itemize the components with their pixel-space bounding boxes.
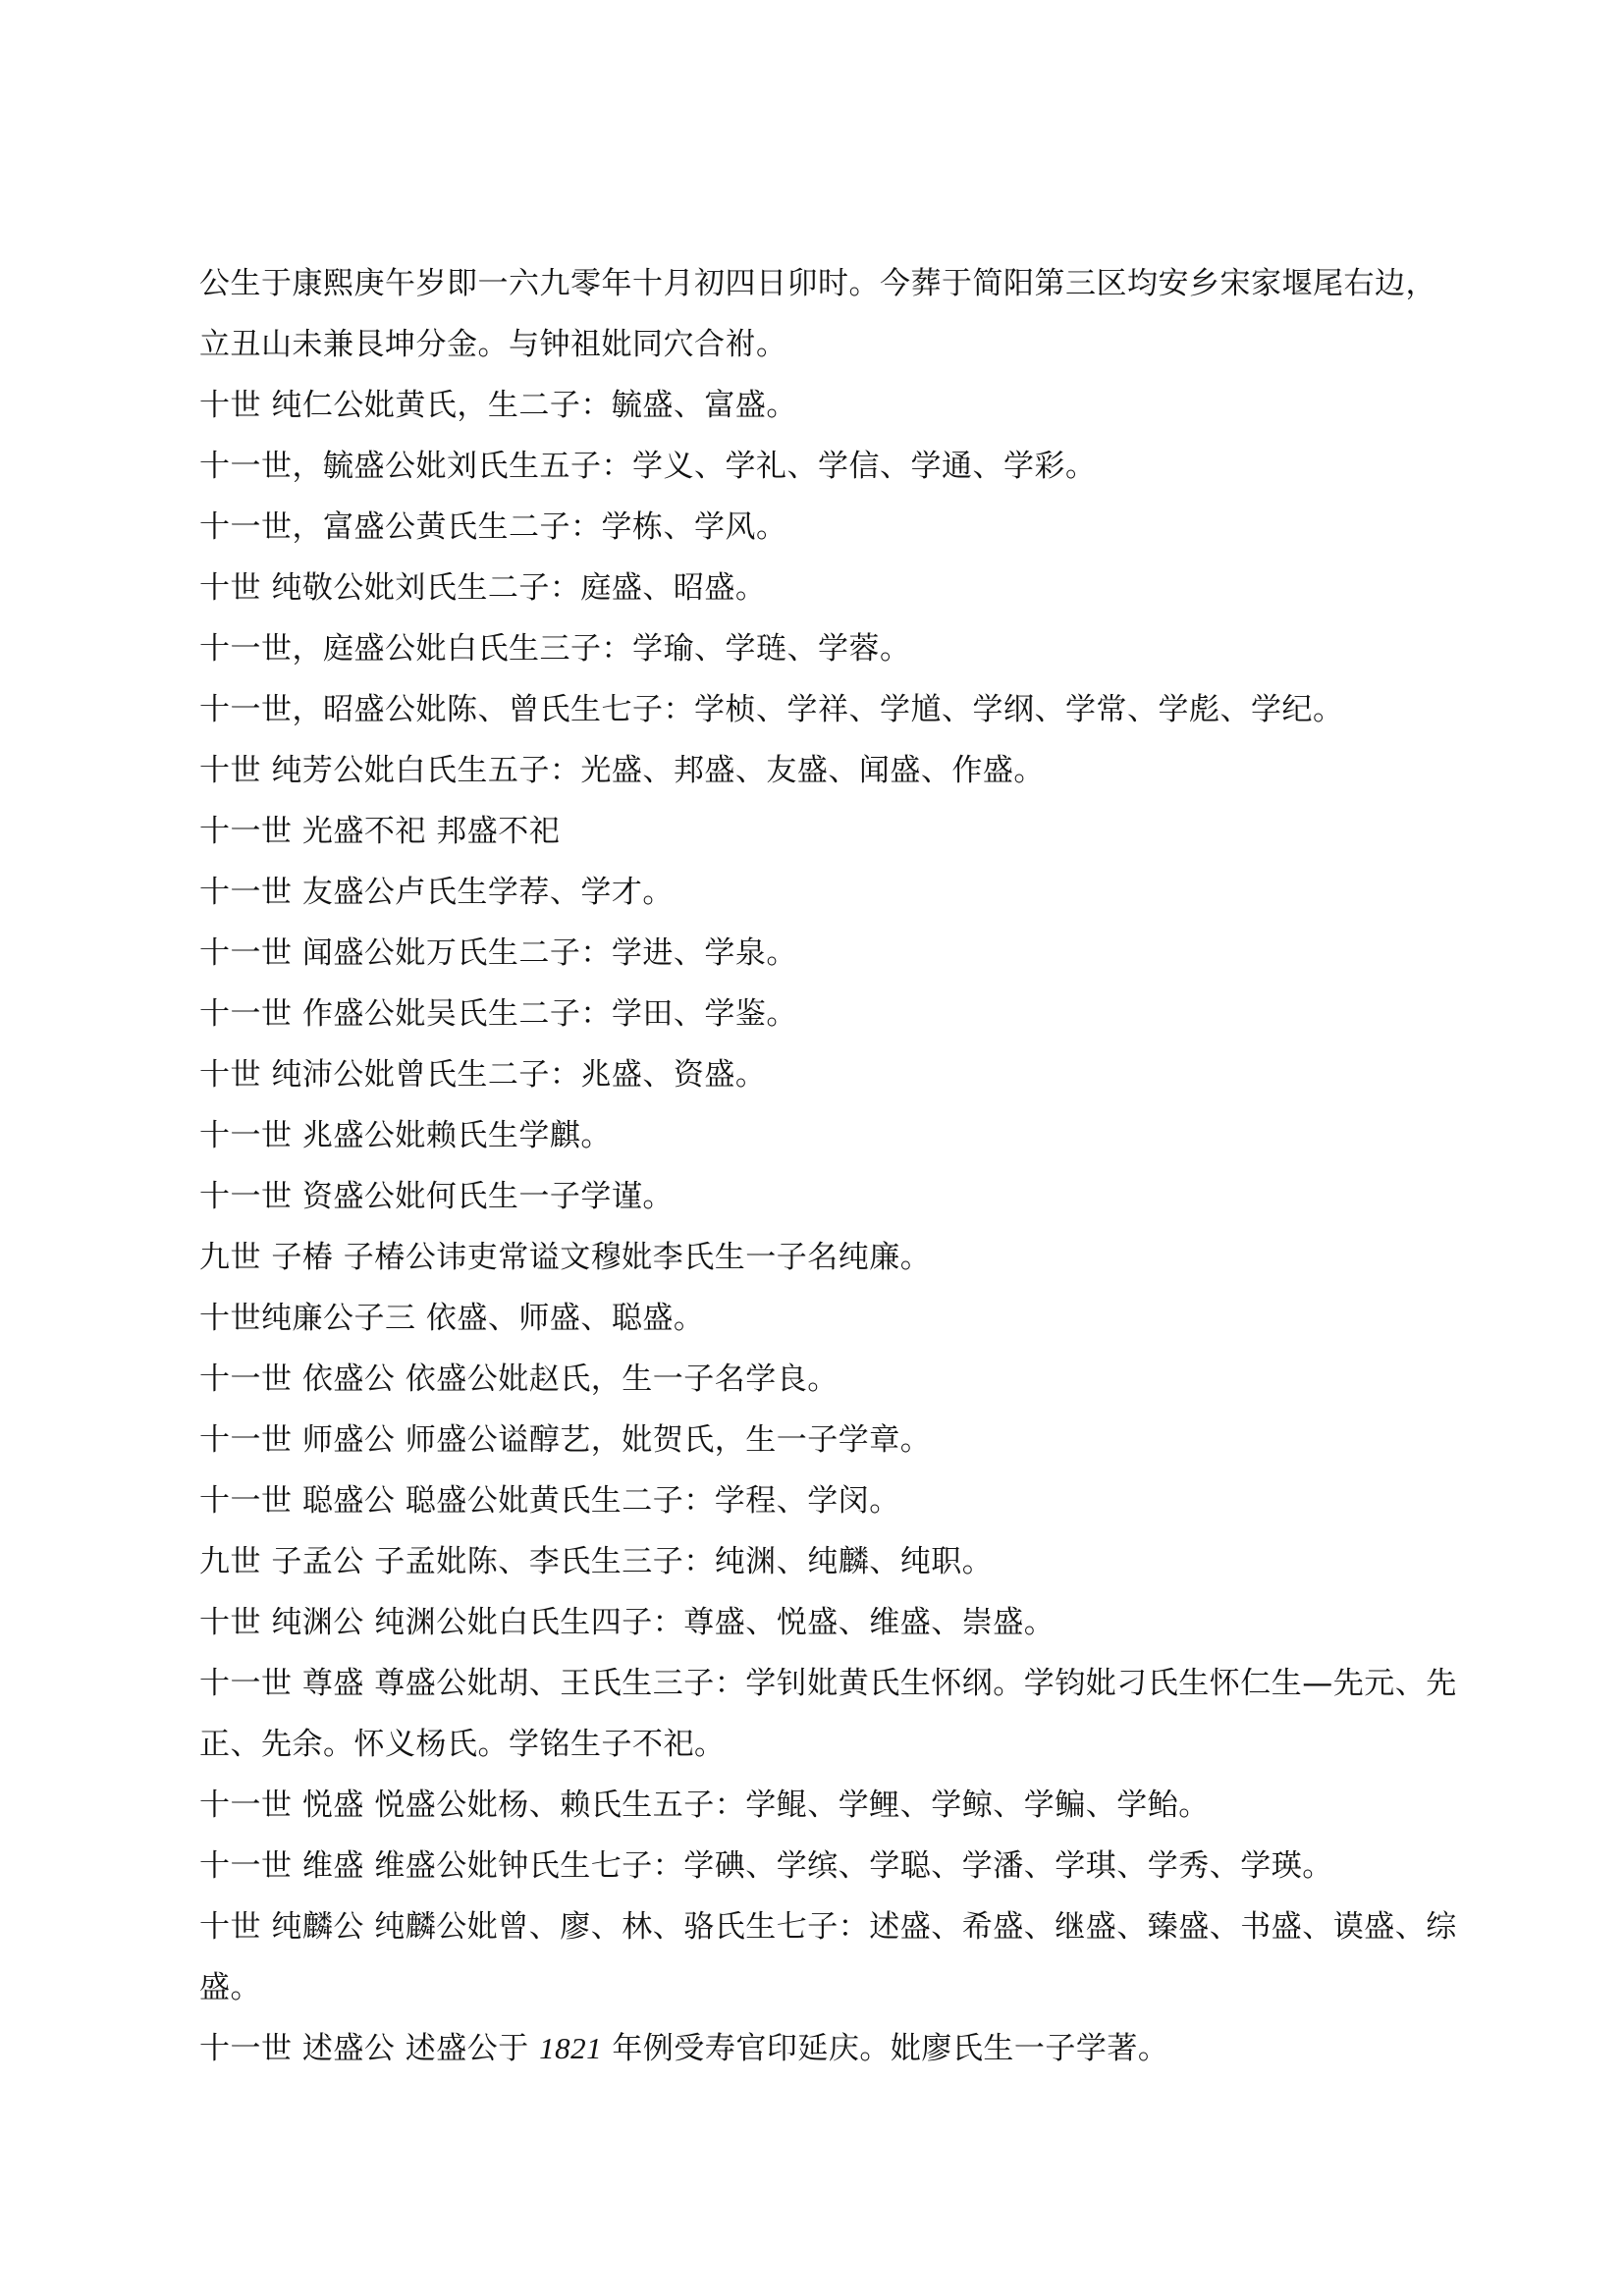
text-line: 十世 纯渊公 纯渊公妣白氏生四子：尊盛、悦盛、维盛、崇盛。 <box>199 1605 1056 1640</box>
text-line: 十一世 维盛 维盛公妣钟氏生七子：学碘、学缤、学聪、学潘、学琪、学秀、学瑛。 <box>199 1848 1333 1884</box>
year-number: 1821 <box>539 2031 603 2065</box>
text-line: 公生于康熙庚午岁即一六九零年十月初四日卯时。今葬于简阳第三区均安乡宋家堰尾右边，立丑山未兼艮坤分金。与钟祖妣同穴合祔。 <box>199 266 1436 362</box>
text-line: 十一世 悦盛 悦盛公妣杨、赖氏生五子：学鲲、学鲤、学鲸、学鳊、学鲐。 <box>199 1788 1210 1823</box>
genealogy-text-body <box>199 253 1466 2079</box>
text-line: 十一世 聪盛公 聪盛公妣黄氏生二子：学程、学闵。 <box>199 1483 900 1519</box>
text-line: 十世 纯芳公妣白氏生五子：光盛、邦盛、友盛、闻盛、作盛。 <box>199 753 1045 788</box>
text-line: 十一世，富盛公黄氏生二子：学栋、学风。 <box>199 509 787 545</box>
text-line: 十一世 兆盛公妣赖氏生学麒。 <box>199 1118 612 1153</box>
text-line: 十一世 资盛公妣何氏生一子学谨。 <box>199 1179 674 1214</box>
text-segment: 十一世 述盛公 述盛公于 <box>199 2031 540 2066</box>
text-line: 十世 纯麟公 纯麟公妣曾、廖、林、骆氏生七子：述盛、希盛、继盛、臻盛、书盛、谟盛、综 盛。 <box>199 1909 1457 2005</box>
text-line: 十一世，毓盛公妣刘氏生五子：学义、学礼、学信、学通、学彩。 <box>199 449 1097 484</box>
text-line-last <box>199 2018 1466 2079</box>
text-segment: 年例受寿官印延庆。妣廖氏生一子学著。 <box>602 2031 1169 2066</box>
text-line: 十世 纯沛公妣曾氏生二子：兆盛、资盛。 <box>199 1057 767 1093</box>
text-line: 十一世 尊盛 尊盛公妣胡、王氏生三子：学钊妣黄氏生怀纲。学钧妣刁氏生怀仁生—先元、先正、先余。怀义杨氏。学铭生子不祀。 <box>199 1666 1457 1762</box>
text-line: 九世 子孟公 子孟妣陈、李氏生三子：纯渊、纯麟、纯职。 <box>199 1544 994 1579</box>
text-line: 十一世 友盛公卢氏生学荐、学才。 <box>199 875 674 910</box>
text-line: 十一世 作盛公妣吴氏生二子：学田、学鉴。 <box>199 996 797 1032</box>
text-line: 十一世 闻盛公妣万氏生二子：学进、学泉。 <box>199 935 797 971</box>
text-line: 十世 纯仁公妣黄氏，生二子：毓盛、富盛。 <box>199 388 797 423</box>
text-line: 十一世 依盛公 依盛公妣赵氏，生一子名学良。 <box>199 1362 839 1397</box>
text-line: 十一世，昭盛公妣陈、曾氏生七子：学桢、学祥、学馗、学纲、学常、学彪、学纪。 <box>199 692 1344 727</box>
text-line: 十一世，庭盛公妣白氏生三子：学瑜、学琏、学蓉。 <box>199 631 911 667</box>
text-line: 十一世 光盛不祀 邦盛不祀 <box>199 814 561 849</box>
text-line: 九世 子椿 子椿公讳吏常谥文穆妣李氏生一子名纯廉。 <box>199 1240 932 1275</box>
text-line: 十世 纯敬公妣刘氏生二子：庭盛、昭盛。 <box>199 570 767 606</box>
text-line: 十一世 师盛公 师盛公谥醇艺，妣贺氏，生一子学章。 <box>199 1422 932 1458</box>
text-line: 十世纯廉公子三 依盛、师盛、聪盛。 <box>199 1301 705 1336</box>
